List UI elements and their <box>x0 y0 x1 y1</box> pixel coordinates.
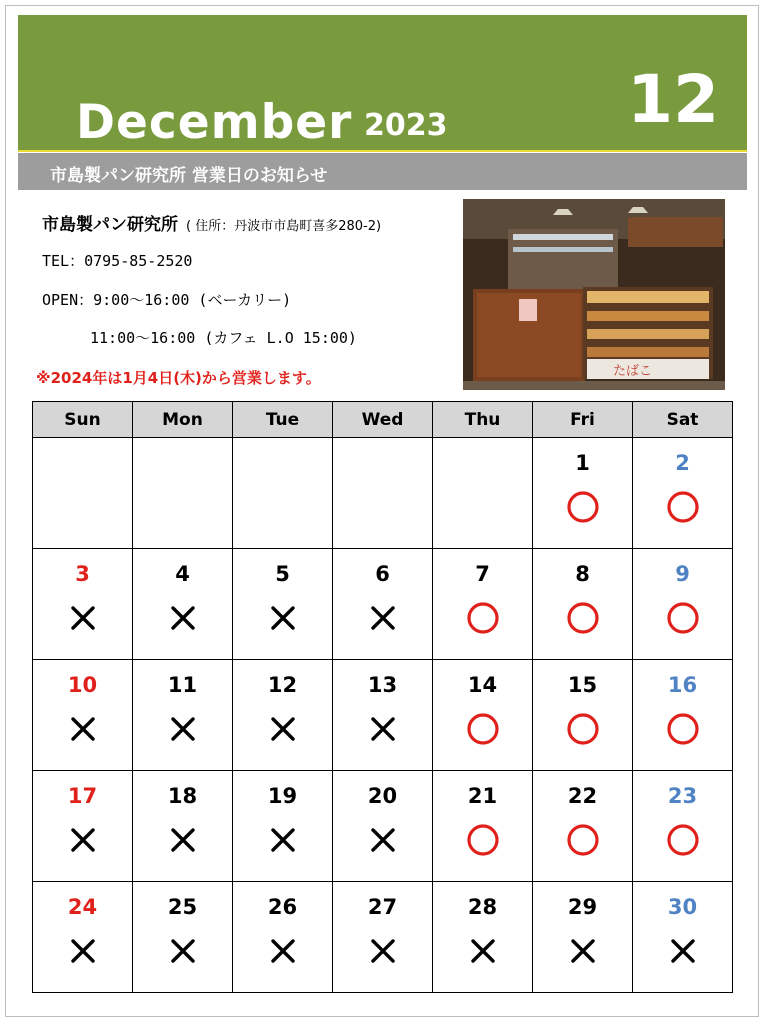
calendar-week-row <box>33 771 733 882</box>
empty-mark <box>233 489 332 529</box>
day-number: 3 <box>75 562 90 586</box>
shop-hours-cafe: 11:00～16:00 (カフェ L.O 15:00) <box>90 329 357 347</box>
closed-cross-icon <box>133 822 232 862</box>
day-number: 30 <box>667 895 698 919</box>
closed-cross-icon <box>333 933 432 973</box>
calendar-day-cell <box>133 660 233 771</box>
calendar-day-cell <box>33 549 133 660</box>
day-number: 20 <box>367 784 398 808</box>
day-number: 2 <box>675 451 690 475</box>
day-number: 28 <box>467 895 498 919</box>
day-number: 29 <box>567 895 598 919</box>
closed-cross-icon <box>233 933 332 973</box>
open-circle-icon <box>533 489 632 529</box>
closed-cross-icon <box>233 600 332 640</box>
day-number: 26 <box>267 895 298 919</box>
day-number: 13 <box>367 673 398 697</box>
weekday-mon: Mon <box>133 402 233 438</box>
calendar-day-cell <box>233 771 333 882</box>
calendar-day-cell <box>233 660 333 771</box>
day-number: 11 <box>167 673 198 697</box>
header-divider <box>18 150 747 152</box>
weekday-sat: Sat <box>633 402 733 438</box>
day-number: 14 <box>467 673 498 697</box>
calendar-day-cell <box>533 438 633 549</box>
calendar-day-cell <box>333 438 433 549</box>
weekday-tue: Tue <box>233 402 333 438</box>
calendar-day-cell <box>233 549 333 660</box>
day-number: 1 <box>575 451 590 475</box>
weekday-thu: Thu <box>433 402 533 438</box>
calendar-day-cell <box>533 882 633 993</box>
open-circle-icon <box>533 600 632 640</box>
closed-cross-icon <box>433 933 532 973</box>
open-circle-icon <box>633 489 732 529</box>
weekday-header-row <box>33 402 733 438</box>
calendar-day-cell <box>433 771 533 882</box>
calendar-day-cell <box>33 438 133 549</box>
closed-cross-icon <box>33 711 132 751</box>
month-title: December <box>76 95 353 150</box>
day-number: 12 <box>267 673 298 697</box>
holiday-notice: ※2024年は1月4日(木)から営業します。 <box>36 369 321 387</box>
calendar-day-cell <box>633 549 733 660</box>
calendar-day-cell <box>533 771 633 882</box>
calendar-day-cell <box>633 660 733 771</box>
open-circle-icon <box>633 822 732 862</box>
closed-cross-icon <box>133 711 232 751</box>
calendar-day-cell <box>333 549 433 660</box>
calendar-day-cell <box>133 771 233 882</box>
day-number <box>33 451 132 477</box>
day-number: 7 <box>475 562 490 586</box>
closed-cross-icon <box>533 933 632 973</box>
subtitle-bar <box>18 153 747 190</box>
day-number <box>433 451 532 477</box>
day-number: 10 <box>67 673 98 697</box>
year-label: 2023 <box>364 108 448 143</box>
open-circle-icon <box>433 711 532 751</box>
day-number: 16 <box>667 673 698 697</box>
closed-cross-icon <box>133 600 232 640</box>
closed-cross-icon <box>133 933 232 973</box>
day-number: 8 <box>575 562 590 586</box>
shop-tel: TEL：0795-85-2520 <box>42 252 193 270</box>
day-number: 18 <box>167 784 198 808</box>
calendar-day-cell <box>633 882 733 993</box>
calendar-day-cell <box>533 660 633 771</box>
subtitle-text: 市島製パン研究所 営業日のお知らせ <box>50 166 328 186</box>
shop-sign-text: たばこ <box>613 364 653 379</box>
empty-mark <box>133 489 232 529</box>
calendar-day-cell <box>433 660 533 771</box>
day-number: 25 <box>167 895 198 919</box>
closed-cross-icon <box>333 822 432 862</box>
calendar-week-row <box>33 549 733 660</box>
open-circle-icon <box>633 711 732 751</box>
closed-cross-icon <box>33 822 132 862</box>
calendar-day-cell <box>233 882 333 993</box>
header-banner <box>18 15 747 150</box>
day-number: 21 <box>467 784 498 808</box>
calendar-day-cell <box>433 438 533 549</box>
day-number: 24 <box>67 895 98 919</box>
calendar-week-row <box>33 660 733 771</box>
shop-address: ( 住所：丹波市市島町喜多280-2) <box>186 219 382 234</box>
calendar-day-cell <box>633 438 733 549</box>
day-number <box>133 451 232 477</box>
empty-mark <box>333 489 432 529</box>
calendar-week-row <box>33 882 733 993</box>
shop-photo <box>463 199 725 390</box>
open-circle-icon <box>533 711 632 751</box>
calendar-day-cell <box>633 771 733 882</box>
day-number: 4 <box>175 562 190 586</box>
day-number: 5 <box>275 562 290 586</box>
weekday-sun: Sun <box>33 402 133 438</box>
closed-cross-icon <box>333 600 432 640</box>
shop-hours-bakery: OPEN：9:00～16:00 (ベーカリー) <box>42 291 292 309</box>
day-number: 19 <box>267 784 298 808</box>
open-circle-icon <box>533 822 632 862</box>
month-number: 12 <box>627 61 719 138</box>
day-number: 27 <box>367 895 398 919</box>
day-number <box>233 451 332 477</box>
closed-cross-icon <box>633 933 732 973</box>
day-number: 17 <box>67 784 98 808</box>
calendar-day-cell <box>133 549 233 660</box>
empty-mark <box>33 489 132 529</box>
calendar-week-row <box>33 438 733 549</box>
calendar-day-cell <box>433 882 533 993</box>
day-number <box>333 451 432 477</box>
day-number: 15 <box>567 673 598 697</box>
calendar-day-cell <box>533 549 633 660</box>
calendar-day-cell <box>433 549 533 660</box>
calendar-day-cell <box>233 438 333 549</box>
shop-name-line <box>42 210 381 235</box>
shop-interior-illustration <box>463 199 725 390</box>
closed-cross-icon <box>33 600 132 640</box>
day-number: 6 <box>375 562 390 586</box>
calendar-day-cell <box>333 771 433 882</box>
closed-cross-icon <box>333 711 432 751</box>
calendar-day-cell <box>133 438 233 549</box>
closed-cross-icon <box>33 933 132 973</box>
day-number: 9 <box>675 562 690 586</box>
calendar-day-cell <box>33 771 133 882</box>
closed-cross-icon <box>233 822 332 862</box>
shop-name: 市島製パン研究所 <box>42 215 178 235</box>
weekday-wed: Wed <box>333 402 433 438</box>
day-number: 22 <box>567 784 598 808</box>
calendar-day-cell <box>333 882 433 993</box>
calendar-day-cell <box>33 882 133 993</box>
day-number: 23 <box>667 784 698 808</box>
empty-mark <box>433 489 532 529</box>
weekday-fri: Fri <box>533 402 633 438</box>
calendar-grid <box>32 401 733 993</box>
closed-cross-icon <box>233 711 332 751</box>
calendar-day-cell <box>33 660 133 771</box>
open-circle-icon <box>433 600 532 640</box>
calendar-day-cell <box>333 660 433 771</box>
open-circle-icon <box>633 600 732 640</box>
calendar-day-cell <box>133 882 233 993</box>
open-circle-icon <box>433 822 532 862</box>
